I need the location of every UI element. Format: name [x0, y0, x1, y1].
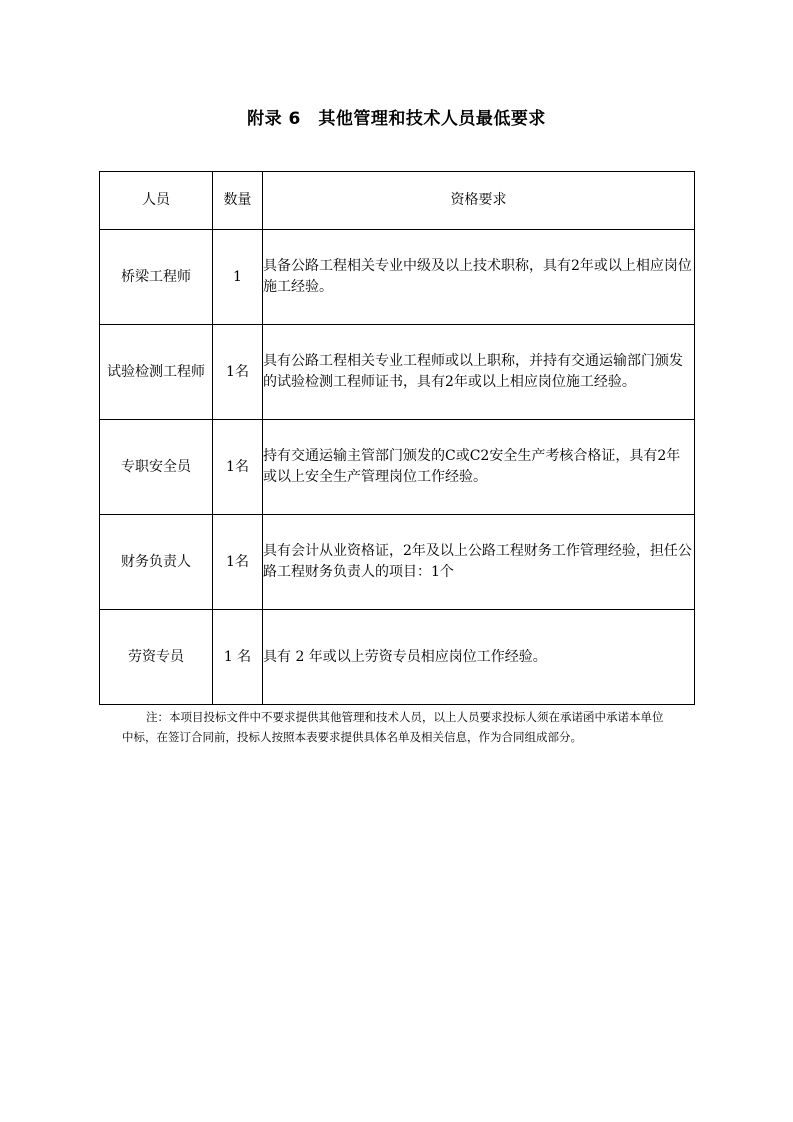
requirement-cell: 具有会计从业资格证，2年及以上公路工程财务工作管理经验，担任公路工程财务负责人的项目：1个: [263, 515, 695, 610]
header-quantity: 数量: [213, 172, 263, 230]
person-cell: 桥梁工程师: [100, 230, 213, 325]
page-title: 附录 6 其他管理和技术人员最低要求: [247, 109, 546, 129]
person-cell: 专职安全员: [100, 420, 213, 515]
person-cell: 劳资专员: [100, 610, 213, 705]
table-note: [98, 707, 668, 747]
table-row: [100, 230, 695, 325]
table-header-row: [100, 172, 695, 230]
table-row: [100, 325, 695, 420]
header-person: 人员: [100, 172, 213, 230]
note-text: 注：本项目投标文件中不要求提供其他管理和技术人员，以上人员要求投标人须在承诺函中承诺本单位中标，在签订合同前，投标人按照本表要求提供具体名单及相关信息，作为合同组成部分。: [122, 710, 664, 744]
quantity-cell: 1名: [213, 420, 263, 515]
person-cell: 财务负责人: [100, 515, 213, 610]
table-row: [100, 610, 695, 705]
quantity-cell: 1 名: [213, 610, 263, 705]
requirement-cell: 具备公路工程相关专业中级及以上技术职称，具有2年或以上相应岗位施工经验。: [263, 230, 695, 325]
header-requirement: 资格要求: [263, 172, 695, 230]
requirement-cell: 持有交通运输主管部门颁发的C或C2安全生产考核合格证，具有2年或以上安全生产管理岗位工作经验。: [263, 420, 695, 515]
quantity-cell: 1名: [213, 515, 263, 610]
person-cell: 试验检测工程师: [100, 325, 213, 420]
table-row: [100, 515, 695, 610]
quantity-cell: 1: [213, 230, 263, 325]
requirement-cell: 具有 2 年或以上劳资专员相应岗位工作经验。: [263, 610, 695, 705]
quantity-cell: 1名: [213, 325, 263, 420]
requirement-cell: 具有公路工程相关专业工程师或以上职称，并持有交通运输部门颁发的试验检测工程师证书，具有2年或以上相应岗位施工经验。: [263, 325, 695, 420]
table-row: [100, 420, 695, 515]
requirements-table: [99, 171, 695, 705]
